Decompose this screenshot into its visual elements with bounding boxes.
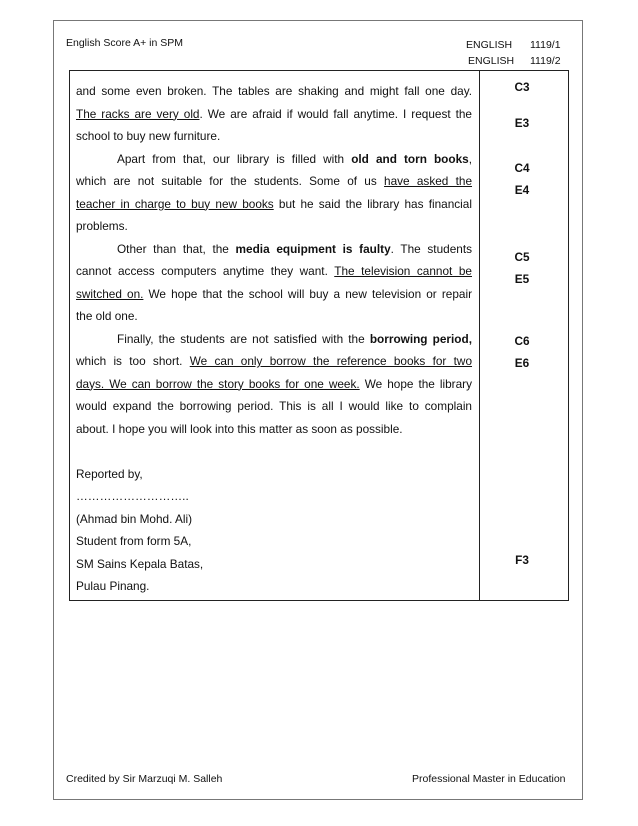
text-line: Finally, the students are not satisfied with the borrowing period, [117, 331, 472, 346]
signature-dots: ……………………….. [76, 489, 189, 503]
footer-credit: Credited by Sir Marzuqi M. Salleh [66, 773, 223, 785]
underlined-point: We can only borrow the reference books for two [189, 354, 473, 368]
mark-code: C3 [514, 80, 530, 94]
text-line: would expand the borrowing period. This is all I would like to complain [76, 399, 472, 413]
table-column-divider [479, 70, 480, 601]
text-line: which are not suitable for the students. Some of us have asked the [76, 174, 473, 188]
text-line: the old one. [76, 309, 138, 323]
signature-school: SM Sains Kepala Batas, [76, 556, 204, 571]
mark-code: F3 [515, 553, 529, 567]
underlined-point: switched on. [76, 286, 144, 301]
header-subject-codes [466, 37, 561, 69]
mark-code: C4 [514, 161, 530, 175]
text-line: Apart from that, our library is filled with old and torn books, [117, 151, 472, 166]
mark-code: E6 [514, 356, 530, 370]
footer-tagline: Professional Master in Education [412, 773, 566, 785]
header-subject: ENGLISH [468, 55, 515, 67]
underlined-point: teacher in charge to buy new books [76, 196, 274, 211]
text-line: problems. [76, 219, 128, 233]
answer-text [76, 80, 472, 598]
text-line: and some even broken. The tables are shaking and might fall one day. [76, 84, 472, 98]
text-line: about. I hope you will look into this matter as soon as possible. [76, 421, 403, 436]
header-row-paper-1 [466, 37, 561, 53]
mark-code: C6 [514, 334, 530, 348]
mark-code: E5 [514, 272, 530, 286]
signature-name: (Ahmad bin Mohd. Ali) [76, 511, 193, 526]
header-subject: ENGLISH [466, 39, 513, 51]
text-line: which is too short. We can only borrow the reference books for two [76, 354, 473, 368]
bold-point: borrowing period, [369, 331, 472, 346]
text-line: cannot access computers anytime they want. The television cannot be [76, 264, 472, 278]
header-code: 1119/1 [530, 39, 561, 51]
text-line: teacher in charge to buy new books but he said the library has financial [76, 196, 472, 211]
header-title: English Score A+ in SPM [66, 37, 184, 49]
signature-class: Student from form 5A, [76, 534, 192, 548]
text-line: school to buy new furniture. [76, 129, 221, 143]
text-line: The racks are very old. We are afraid if would fall anytime. I request the [76, 106, 472, 121]
bold-point: media equipment is faulty [235, 241, 391, 256]
underlined-point: have asked the [384, 174, 473, 188]
underlined-point: The television cannot be [334, 264, 472, 278]
header-row-paper-2 [466, 53, 561, 69]
underlined-point: The racks are very old [76, 106, 200, 121]
signature-state: Pulau Pinang. [76, 579, 150, 593]
text-line: days. We can borrow the story books for one week. We hope the library [76, 376, 473, 391]
header-code: 1119/2 [530, 55, 561, 67]
signature-line: Reported by, [76, 466, 143, 481]
underlined-point: days. We can borrow the story books for one week. [76, 376, 360, 391]
text-line: Other than that, the media equipment is faulty. The students [117, 241, 472, 256]
text-line: switched on. We hope that the school will buy a new television or repair [76, 286, 472, 301]
mark-code: E4 [514, 183, 530, 197]
mark-code: C5 [514, 250, 530, 264]
mark-code: E3 [514, 116, 530, 130]
bold-point: old and torn books [351, 151, 469, 166]
